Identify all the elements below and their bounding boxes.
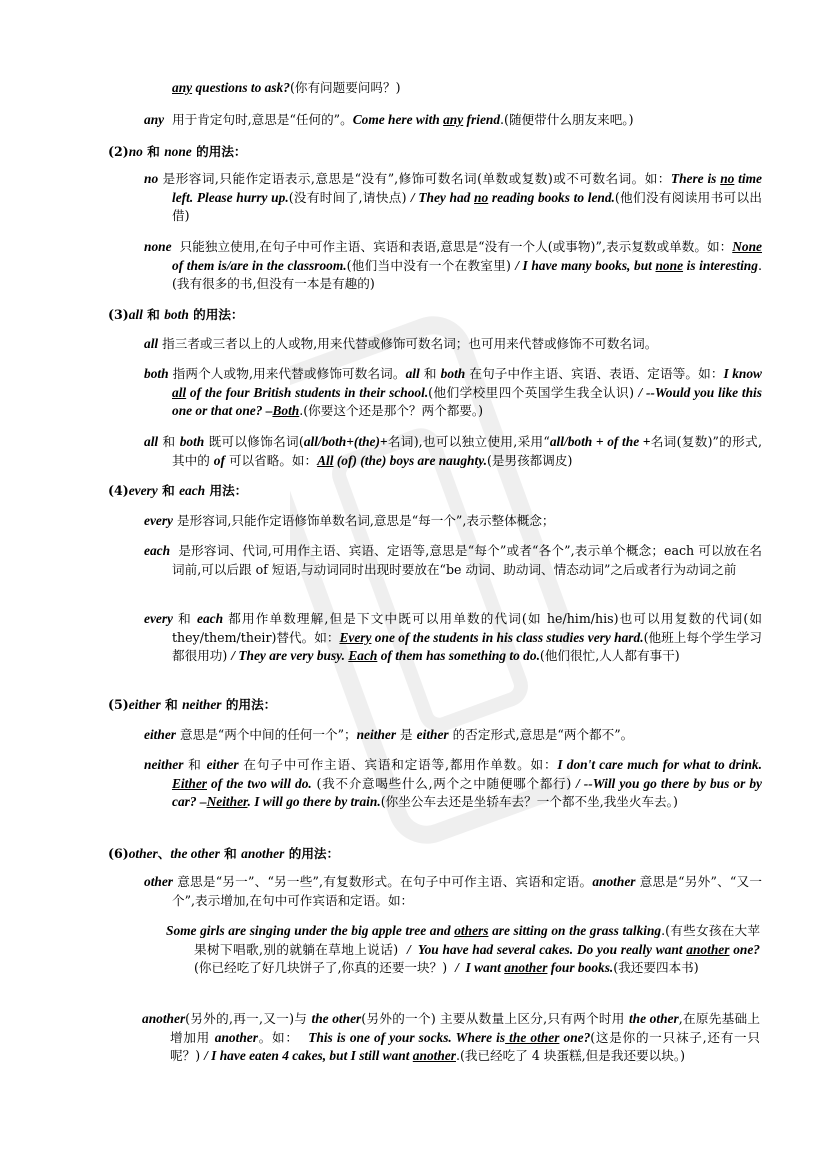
line-any-affirmative: any 用于肯定句时,意思是“任何的”。Come here with any friend.(随便带什么朋友来吧。) bbox=[144, 112, 634, 127]
line-any-questions: any questions to ask?(你有问题要问吗？) bbox=[172, 80, 401, 95]
paragraph-another: another(另外的,再一,又一)与 the other(另外的一个) 主要从数量上区分,只有两个时用 the other,在原先基础上增加用 another。如： This is one of your socks. Where is the other one?(这是你的一只袜子,还有一只呢？) / I have eaten 4 cakes, but I still want another.(我已经吃了 4 块蛋糕,但是我还要以块。) bbox=[142, 1011, 760, 1064]
paragraph-each: each 是形容词、代词,可用作主语、宾语、定语等,意思是“每个”或者“各个”,表示单个概念；each 可以放在名词前,可以后跟 of 短语,与动词同时出现时要放在“be 动词、助动词、情态动词”之后或者行为动词之前 bbox=[144, 543, 762, 577]
paragraph-all-both: all 和 both 既可以修饰名词(all/both+(the)+名词),也可以独立使用,采用“all/both + of the +名词(复数)”的形式,其中的 of 可以省略。如：All (of) (the) boys are naughty.(是男孩都调皮) bbox=[144, 434, 762, 468]
paragraph-none: none 只能独立使用,在句子中可作主语、宾语和表语,意思是“没有一个人(或事物)”,表示复数或单数。如：None of them is/are in the classroom.(他们当中没有一个在教室里) / I have many books, but none is interesting.(我有很多的书,但没有一本是有趣的) bbox=[144, 239, 762, 292]
section-heading-every-each: (4)every 和 each 用法： bbox=[108, 483, 248, 498]
paragraph-neither: neither 和 either 在句子中可作主语、宾语和定语等,都用作单数。如：I don't care much for what to drink. Either of the two will do. (我不介意喝些什么,两个之中随便哪个都行) / --Will you go there by bus or by car? –Neither. I will go there by train.(你坐公车去还是坐轿车去？一个都不坐,我坐火车去。) bbox=[144, 757, 762, 810]
section-heading-no-none: (2)no 和 none 的用法： bbox=[108, 144, 247, 159]
section-heading-either-neither: (5)either 和 neither 的用法： bbox=[108, 697, 277, 712]
paragraph-no: no 是形容词,只能作定语表示,意思是“没有”,修饰可数名词(单数或复数)或不可数名词。如：There is no time left. Please hurry up.(没有时间了,请快点) / They had no reading books to lend.(他们没有阅读用书可以出借) bbox=[144, 171, 762, 224]
section-heading-all-both: (3)all 和 both 的用法： bbox=[108, 307, 244, 322]
paragraph-either: either 意思是“两个中间的任何一个”；neither 是 either 的否定形式,意思是“两个都不”。 bbox=[144, 727, 634, 742]
paragraph-all: all 指三者或三者以上的人或物,用来代替或修饰可数名词；也可用来代替或修饰不可数名词。 bbox=[144, 336, 658, 351]
paragraph-examples: Some girls are singing under the big apple tree and others are sitting on the grass talking.(有些女孩在大苹果树下唱歌,别的就躺在草地上说话) / You have had several cakes. Do you really want another one?(你已经吃了好几块饼子了,你真的还要一块？) / I want another four books.(我还要四本书) bbox=[166, 923, 760, 976]
paragraph-other: other 意思是“另一”、“另一些”,有复数形式。在句子中可作主语、宾语和定语。another 意思是“另外”、“又一个”,表示增加,在句中可作宾语和定语。如： bbox=[144, 874, 762, 908]
paragraph-every: every 是形容词,只能作定语修饰单数名词,意思是“每一个”,表示整体概念； bbox=[144, 513, 555, 528]
section-heading-other-another: (6)other、the other 和 another 的用法： bbox=[108, 846, 340, 861]
paragraph-both: both 指两个人或物,用来代替或修饰可数名词。all 和 both 在句子中作主语、宾语、表语、定语等。如：I know all of the four British students in their school.(他们学校里四个英国学生我全认识) / --Would you like this one or that one? –Both.(你要这个还是那个？两个都要。) bbox=[144, 366, 762, 419]
paragraph-every-each: every 和 each 都用作单数理解,但是下文中既可以用单数的代词(如 he/him/his)也可以用复数的代词(如 they/them/their)替代。如：Every one of the students in his class studies very hard.(他班上每个学生学习都很用功) / They are very busy. Each of them has something to do.(他们很忙,人人都有事干) bbox=[144, 611, 762, 664]
